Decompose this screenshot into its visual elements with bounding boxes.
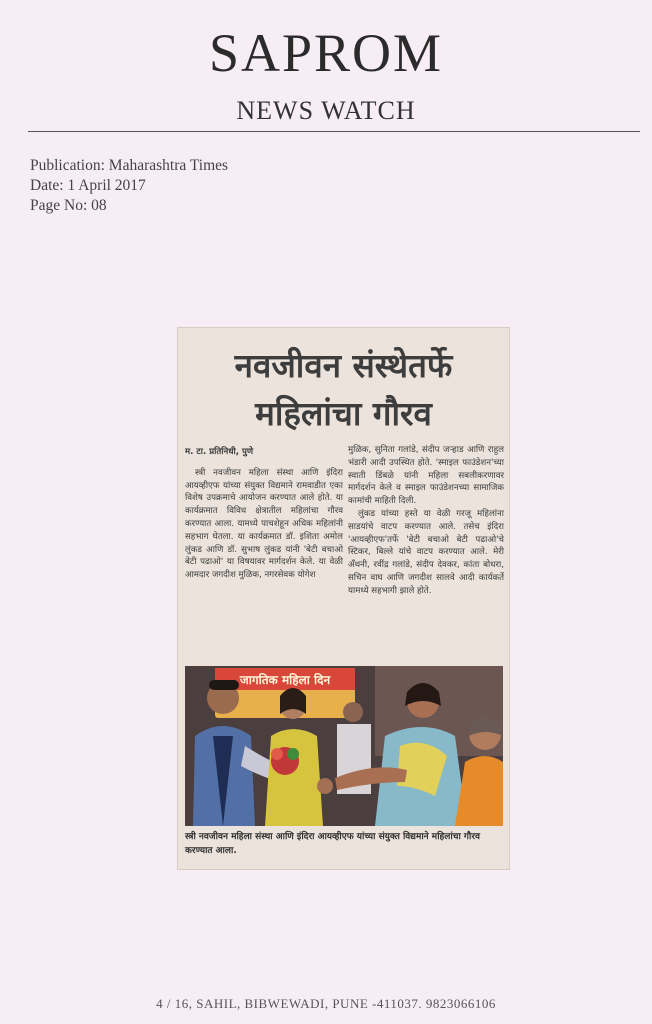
masthead-title: SAPROM <box>208 23 444 83</box>
article-headline-line1: नवजीवन संस्थेतर्फे <box>234 346 453 385</box>
newspaper-clipping <box>178 328 509 869</box>
photo-illustration <box>185 666 503 826</box>
publication-label: Publication: Maharashtra Times <box>30 157 229 174</box>
article-paragraph: स्त्री नवजीवन महिला संस्था आणि इंदिरा आयव्हीएफ यांच्या संयुक्त विद्यमाने रामवाडीत एका विशेष उपक्रमाचे आयोजन करण्यात आले होते. या कार्यक्रमात विविध क्षेत्रातील महिलांचा गौरव करण्यात आला. यामध्ये पाचशेहून अधिक महिलांनी सहभाग घेतला. या कार्यक्रमात डॉ. इशिता अमोल लुंकड आणि डॉ. सुभाष लुंकड यांनी 'बेटी बचाओ बेटी पढाओ' या विषयावर मार्गदर्शन केले. या वेळी आमदार जगदीश मुळिक, नगरसेवक योगेश <box>185 467 343 581</box>
article-column-left <box>185 446 343 662</box>
article-column-right <box>348 444 504 664</box>
photo-banner-text: जागतिक महिला दिन <box>239 673 331 687</box>
footer-address: 4 / 16, SAHIL, BIBWEWADI, PUNE -411037. 9823066106 <box>156 996 496 1011</box>
header-divider <box>28 131 640 132</box>
article-byline: म. टा. प्रतिनिधी, पुणे <box>185 447 254 457</box>
article-photo <box>185 666 503 826</box>
masthead-subtitle: NEWS WATCH <box>236 96 416 125</box>
article-paragraph: मुळिक, सुनिता गलांडे, संदीप जऱ्हाड आणि राहुल भंडारी आदी उपस्थित होते. 'स्माइल फाउंडेशन'च्या स्वाती डिंबळे यांनी महिला सबलीकरणावर मार्गदर्शन केले व स्माइल फाउंडेशनच्या सामाजिक कामांची माहिती दिली. <box>348 445 504 507</box>
article-headline-line2: महिलांचा गौरव <box>255 394 432 433</box>
photo-caption: स्त्री नवजीवन महिला संस्था आणि इंदिरा आयव्हीएफ यांच्या संयुक्त विद्यमाने महिलांचा गौरव करण्यात आला. <box>185 832 480 856</box>
page-number-label: Page No: 08 <box>30 197 107 214</box>
article-paragraph: लुंकड यांच्या हस्ते या वेळी गरजू महिलांना साडयांचे वाटप करण्यात आले. तसेच इंदिरा 'आयव्हीएफ'तर्फे 'बेटी बचाओ बेटी पढाओ'चे स्टिकर, बिल्ले यांचे वाटप करण्यात आले. मेरी अँथनी, रवींद्र गलांडे, संदीप देवकर, कांता बोधरा, सचिन वाघ आणि जगदीश सालवे आदी कार्यकर्ते यामध्ये सहभागी झाले होते. <box>348 508 504 596</box>
date-label: Date: 1 April 2017 <box>30 177 146 194</box>
